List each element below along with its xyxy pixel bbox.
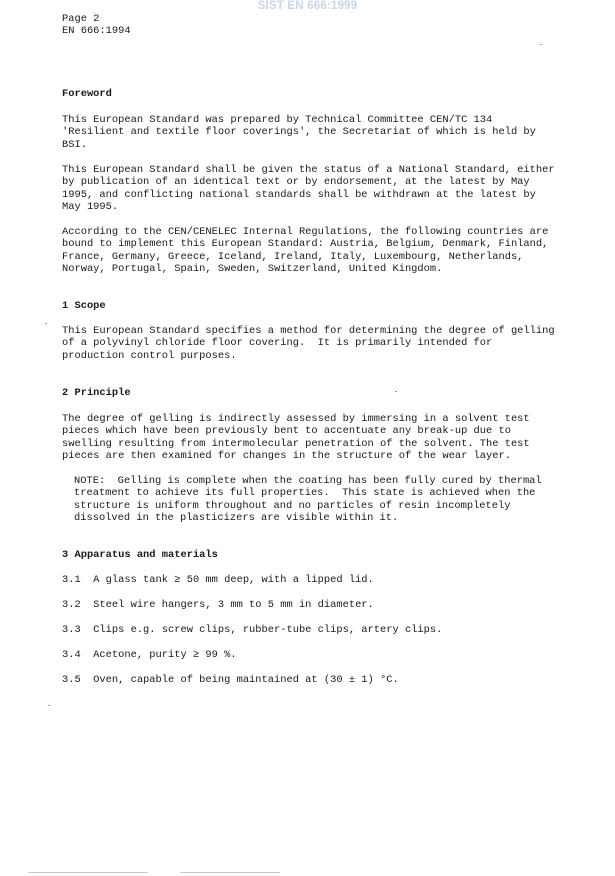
apparatus-item: 3.1 A glass tank ≥ 50 mm deep, with a lipped lid. [62,574,374,586]
scan-speck [540,44,542,45]
foreword-heading: Foreword [62,88,112,100]
scope-paragraph: This European Standard specifies a method for determining the degree of gelling of a polyvinyl chloride floor covering. It is primarily intended for production control purposes. [62,325,555,362]
apparatus-item: 3.4 Acetone, purity ≥ 99 %. [62,649,237,661]
watermark: SIST EN 666:1999 [257,0,358,12]
scan-speck [395,391,397,392]
foreword-paragraph-2: This European Standard shall be given the status of a National Standard, either by publication of an identical text or by endorsement, at the latest by May 1995, and conflicting national standards shall be withdrawn at the latest by May 1995. [62,164,555,214]
standard-number: EN 666:1994 [62,25,131,37]
apparatus-heading: 3 Apparatus and materials [62,549,218,561]
footer-scan-line [180,872,280,873]
foreword-paragraph-1: This European Standard was prepared by Technical Committee CEN/TC 134 'Resilient and textile floor coverings', the Secretariat of which is held by BSI. [62,114,536,151]
scan-speck [48,705,50,706]
apparatus-item: 3.3 Clips e.g. screw clips, rubber-tube clips, artery clips. [62,624,443,636]
apparatus-item: 3.2 Steel wire hangers, 3 mm to 5 mm in diameter. [62,599,374,611]
scan-speck [45,323,47,324]
foreword-paragraph-3: According to the CEN/CENELEC Internal Regulations, the following countries are bound to implement this European Standard: Austria, Belgium, Denmark, Finland, France, Germany, Greece, Iceland, Ireland, Italy, Luxembourg, Netherlands, Norway, Portugal, Spain, Sweden, Switzerland, United Kingdom. [62,226,549,276]
apparatus-item: 3.5 Oven, capable of being maintained at (30 ± 1) °C. [62,674,399,686]
principle-heading: 2 Principle [62,387,131,399]
page-number: Page 2 [62,13,100,25]
scope-heading: 1 Scope [62,300,106,312]
principle-paragraph: The degree of gelling is indirectly assessed by immersing in a solvent test pieces which have been previously bent to accentuate any break-up due to swelling resulting from intermolecular penetration of the solvent. The test pieces are then examined for changes in the structure of the wear layer. [62,413,530,463]
footer-scan-line [28,872,148,873]
principle-note: NOTE: Gelling is complete when the coating has been fully cured by thermal treatment to achieve its full properties. This state is achieved when the structure is uniform throughout and no particles of resin incompletely dissolved in the plasticizers are visible within it. [74,475,542,525]
